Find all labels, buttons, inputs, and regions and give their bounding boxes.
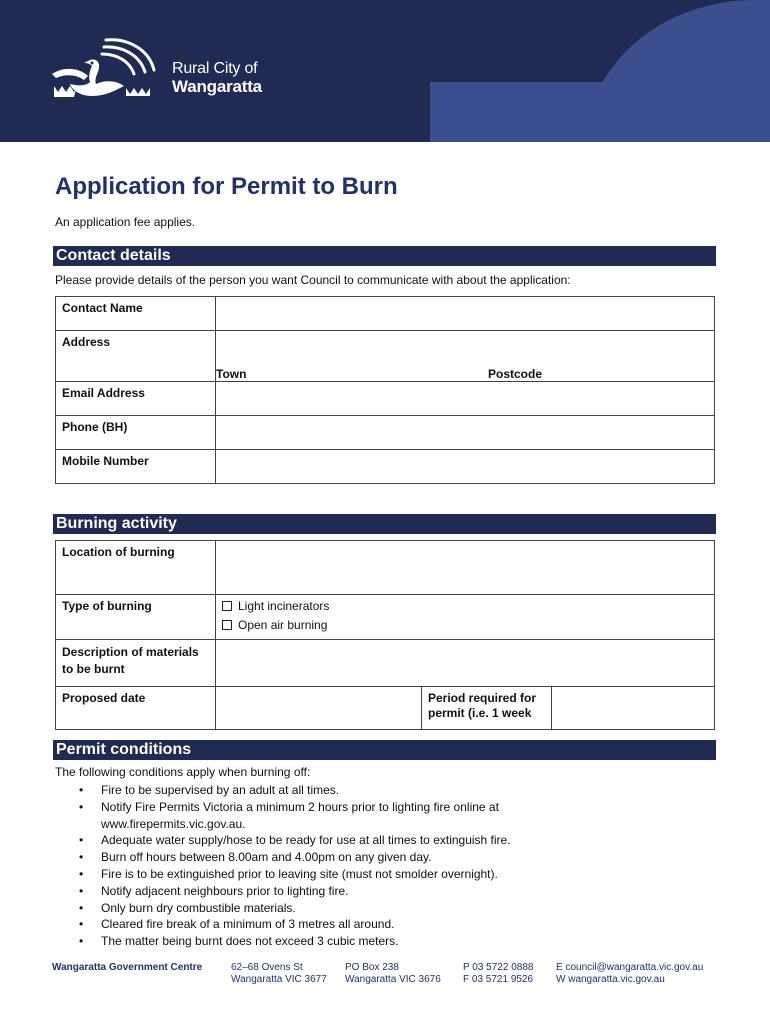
list-item: • Fire is to be extinguished prior to leaving site (must not smolder overnight). (79, 866, 735, 883)
option-light-incinerators-label: Light incinerators (238, 599, 330, 613)
footer-centre-name: Wangaratta Government Centre (52, 962, 203, 973)
address-field[interactable] (216, 331, 715, 382)
footer-email-link[interactable]: E council@wangaratta.vic.gov.au (556, 962, 704, 973)
swan-logo-icon (44, 30, 164, 110)
page-title: Application for Permit to Burn (55, 173, 398, 200)
type-of-burning-options (216, 595, 715, 640)
permit-conditions (55, 765, 735, 950)
mobile-field[interactable] (216, 450, 715, 484)
option-light-incinerators[interactable] (222, 597, 708, 616)
list-item: • Only burn dry combustible materials. (79, 900, 735, 917)
fee-note: An application fee applies. (55, 215, 196, 229)
list-item: • Notify Fire Permits Victoria a minimum 2 hours prior to lighting fire online at www.firepermits.vic.gov.au. (79, 799, 539, 833)
location-label: Location of burning (56, 541, 216, 595)
footer-street-line1: 62–68 Ovens St (231, 962, 303, 973)
footer-web-link[interactable]: W wangaratta.vic.gov.au (556, 974, 665, 985)
burning-activity-table (55, 540, 715, 730)
permit-conditions-heading: Permit conditions (53, 740, 716, 760)
town-label: Town (216, 367, 247, 381)
phone-field[interactable] (216, 416, 715, 450)
checkbox-icon[interactable] (222, 601, 232, 611)
footer-street-address (231, 962, 327, 986)
contact-instruction: Please provide details of the person you want Council to communicate with about the application: (55, 273, 571, 287)
description-label: Description of materials to be burnt (56, 640, 216, 687)
page-header (0, 0, 770, 142)
address-label: Address (56, 331, 216, 382)
proposed-date-field[interactable] (216, 687, 422, 730)
org-name-line2: Wangaratta (172, 77, 262, 96)
footer-postal-address (345, 962, 441, 986)
list-item: • Fire to be supervised by an adult at all times. (79, 782, 735, 799)
conditions-intro: The following conditions apply when burning off: (55, 765, 311, 779)
option-open-air-burning[interactable] (222, 616, 708, 635)
contact-name-field[interactable] (216, 297, 715, 331)
checkbox-icon[interactable] (222, 620, 232, 630)
period-required-field[interactable] (552, 687, 715, 730)
description-field[interactable] (216, 640, 715, 687)
list-item: • Cleared fire break of a minimum of 3 metres all around. (79, 916, 735, 933)
email-field[interactable] (216, 382, 715, 416)
footer-pobox-line2: Wangaratta VIC 3676 (345, 974, 441, 985)
org-name-line1: Rural City of (172, 60, 258, 77)
footer-email-web (556, 962, 703, 986)
contact-details-table (55, 296, 715, 484)
list-item: • Adequate water supply/hose to be ready for use at all times to extinguish fire. (79, 832, 735, 849)
mobile-label: Mobile Number (56, 450, 216, 484)
footer-pobox-line1: PO Box 238 (345, 962, 399, 973)
contact-details-heading: Contact details (53, 246, 716, 266)
contact-name-label: Contact Name (56, 297, 216, 331)
phone-label: Phone (BH) (56, 416, 216, 450)
email-label: Email Address (56, 382, 216, 416)
organisation-name (172, 60, 262, 96)
footer-phone: P 03 5722 0888 (463, 962, 534, 973)
period-required-label: Period required for permit (i.e. 1 week (422, 687, 552, 730)
list-item: • Notify adjacent neighbours prior to lighting fire. (79, 883, 735, 900)
burning-activity-heading: Burning activity (53, 514, 716, 534)
list-item: • The matter being burnt does not exceed 3 cubic meters. (79, 933, 735, 950)
type-of-burning-label: Type of burning (56, 595, 216, 640)
conditions-list (79, 782, 735, 950)
footer-street-line2: Wangaratta VIC 3677 (231, 974, 327, 985)
footer-phone-fax (463, 962, 533, 986)
proposed-date-label: Proposed date (56, 687, 216, 730)
location-field[interactable] (216, 541, 715, 595)
list-item: • Burn off hours between 8.00am and 4.00pm on any given day. (79, 849, 735, 866)
footer-fax: F 03 5721 9526 (463, 974, 534, 985)
postcode-label: Postcode (488, 367, 543, 381)
header-decoration-block (430, 82, 770, 142)
option-open-air-burning-label: Open air burning (238, 618, 328, 632)
